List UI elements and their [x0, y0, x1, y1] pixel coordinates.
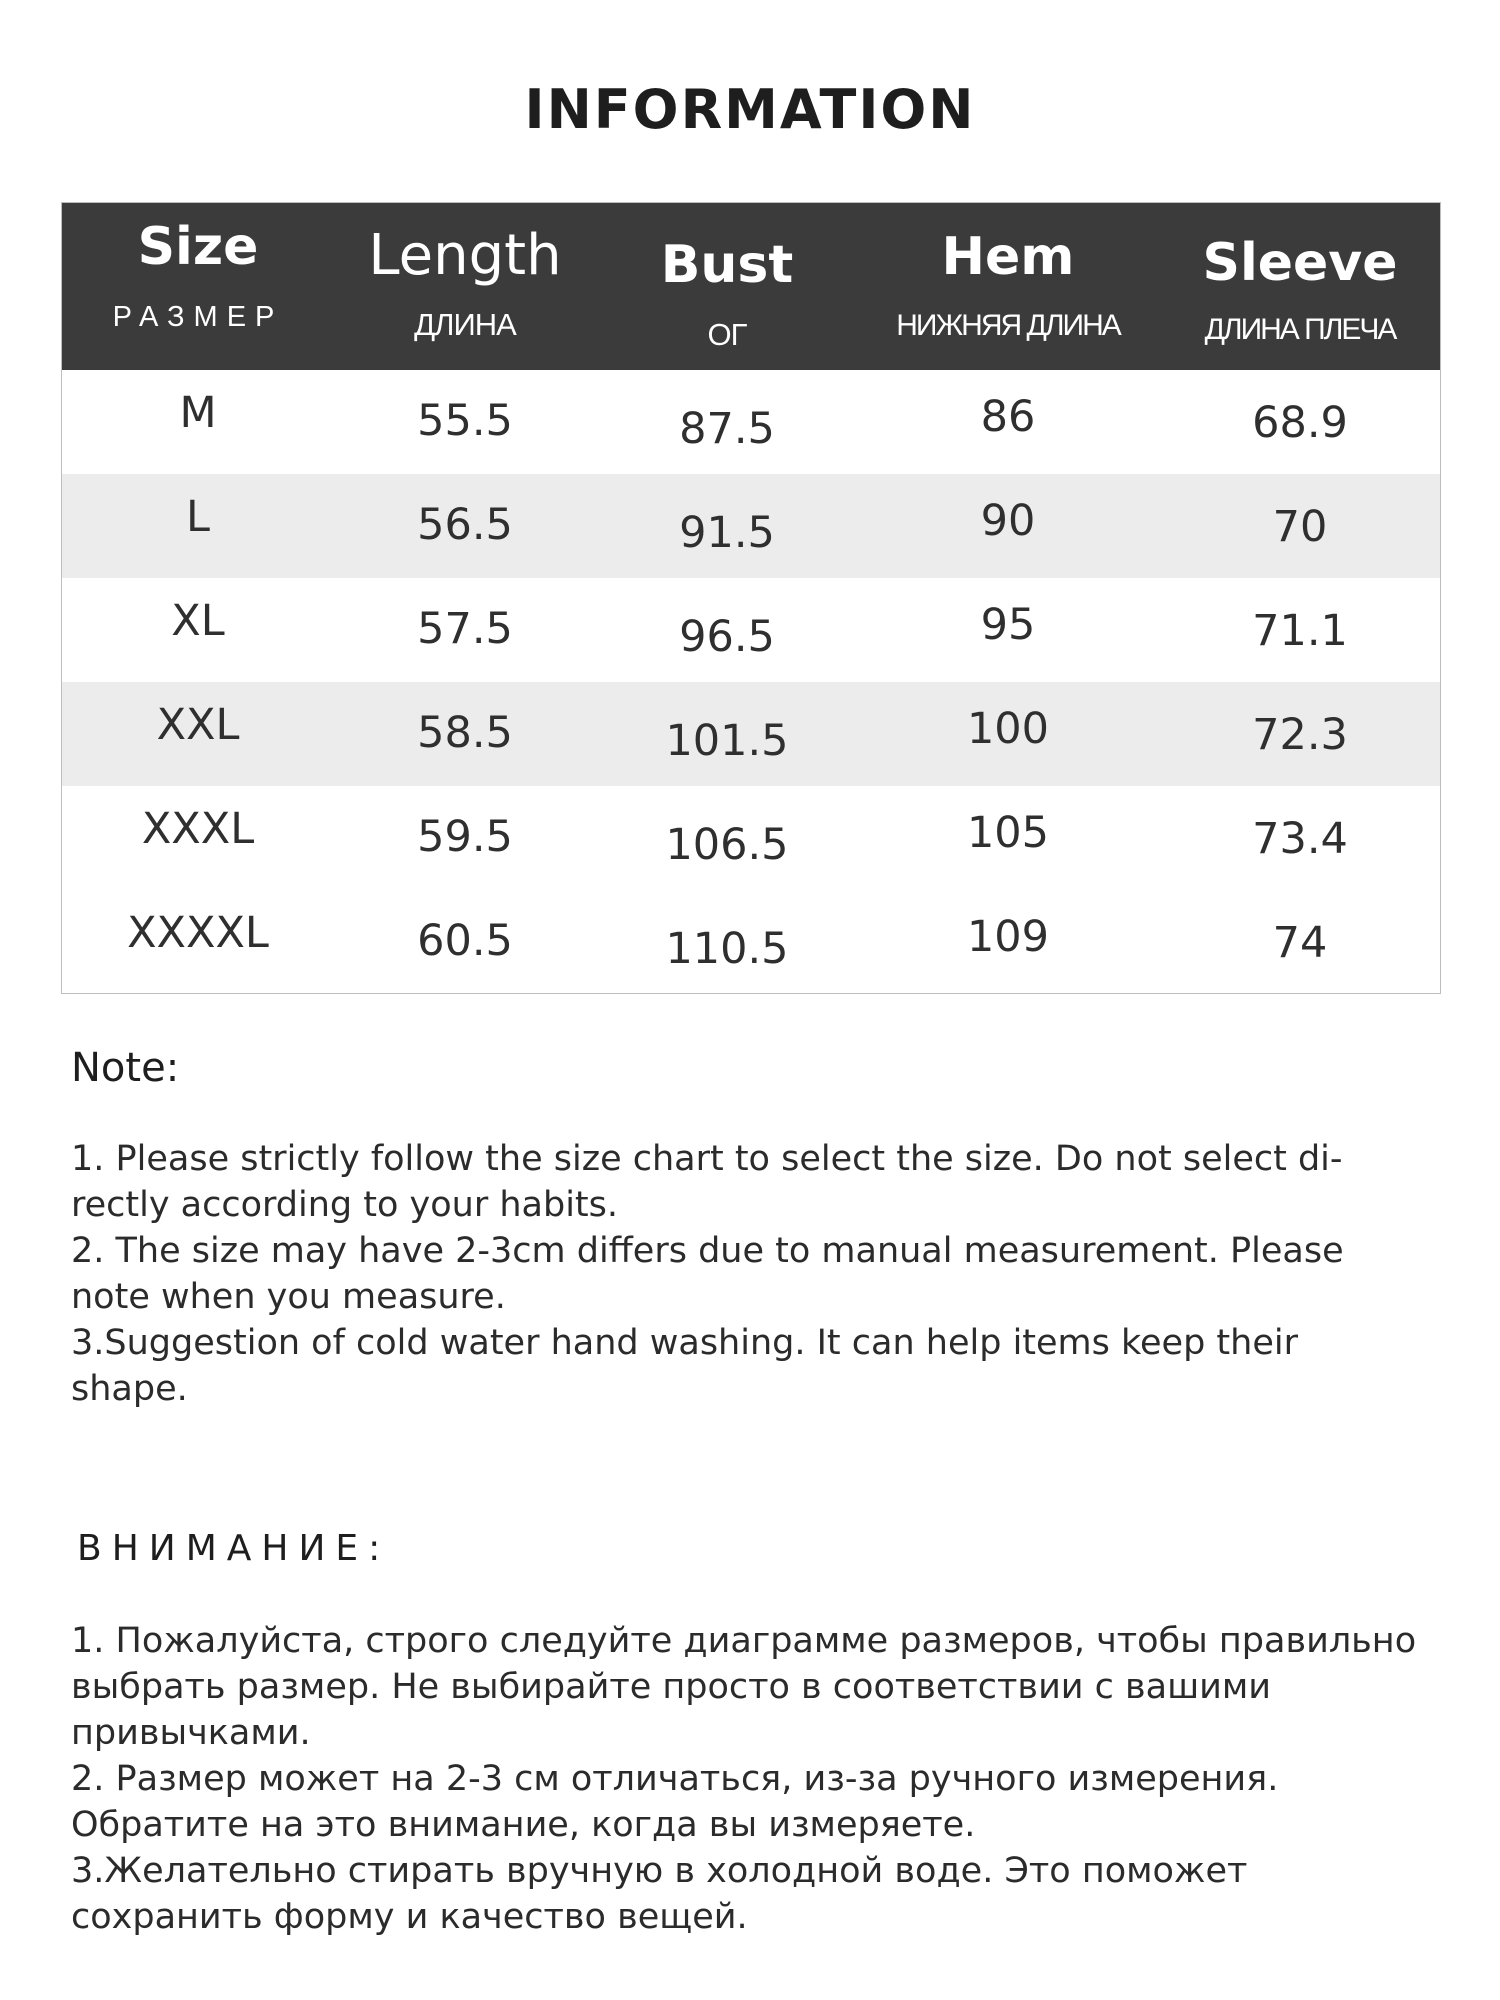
cell-size-value: L [186, 492, 210, 542]
russian-note-line: Обратите на это внимание, когда вы измеряете. [71, 1805, 976, 1845]
note-heading: Note: [71, 1045, 180, 1091]
cell-hem-value: 100 [966, 704, 1050, 754]
cell-length-value: 58.5 [417, 708, 513, 758]
table-header [62, 203, 1440, 370]
table-row [62, 682, 1440, 786]
table-row [62, 890, 1440, 994]
cell-length-value: 60.5 [417, 916, 513, 966]
cell-hem [858, 682, 1158, 786]
cell-bust [596, 682, 858, 786]
cell-hem [858, 890, 1158, 994]
cell-bust-value: 91.5 [679, 508, 775, 558]
cell-length-value: 57.5 [417, 604, 513, 654]
russian-note-line: 3.Желательно стирать вручную в холодной воде. Это поможет [71, 1851, 1248, 1891]
header-bust-en: Bust [660, 235, 794, 295]
cell-bust [596, 474, 858, 578]
cell-sleeve-value: 72.3 [1252, 710, 1348, 760]
page-title: INFORMATION [524, 78, 976, 141]
header-bust [596, 203, 858, 370]
cell-sleeve [1158, 890, 1442, 994]
cell-size-value: XXXXL [127, 908, 269, 958]
cell-size [62, 474, 334, 578]
cell-hem [858, 786, 1158, 890]
table-row [62, 786, 1440, 890]
cell-size-value: XL [171, 596, 225, 646]
note-text [71, 1136, 1451, 1412]
header-bust-ru: ОГ [707, 317, 747, 352]
cell-bust [596, 890, 858, 994]
note-line: note when you measure. [71, 1277, 506, 1317]
cell-size [62, 578, 334, 682]
russian-note-line: выбрать размер. Не выбирайте просто в соответствии с вашими [71, 1667, 1272, 1707]
cell-length [334, 890, 596, 994]
russian-note-line: сохранить форму и качество вещей. [71, 1897, 748, 1937]
cell-size-value: XXL [156, 700, 240, 750]
cell-size [62, 890, 334, 994]
cell-size-value: XXXL [141, 804, 255, 854]
header-length-ru: ДЛИНА [414, 307, 516, 342]
cell-bust [596, 578, 858, 682]
cell-sleeve [1158, 370, 1442, 474]
header-hem-ru: НИЖНЯЯ ДЛИНА [896, 309, 1120, 342]
cell-sleeve-value: 73.4 [1252, 814, 1348, 864]
cell-length-value: 59.5 [417, 812, 513, 862]
header-length-en: Length [368, 223, 562, 288]
cell-sleeve-value: 74 [1272, 918, 1328, 968]
header-size-en: Size [137, 217, 259, 277]
header-hem-en: Hem [941, 227, 1075, 287]
cell-bust-value: 96.5 [679, 612, 775, 662]
header-size [62, 203, 334, 370]
russian-note-line: привычками. [71, 1713, 311, 1753]
cell-length [334, 370, 596, 474]
note-line: rectly according to your habits. [71, 1185, 619, 1225]
cell-hem-value: 109 [966, 912, 1050, 962]
cell-bust [596, 370, 858, 474]
cell-sleeve [1158, 578, 1442, 682]
russian-note-heading: ВНИМАНИЕ: [77, 1528, 391, 1569]
cell-hem-value: 105 [966, 808, 1050, 858]
header-sleeve-ru: ДЛИНА ПЛЕЧА [1204, 313, 1396, 346]
cell-bust-value: 101.5 [665, 716, 789, 766]
cell-hem [858, 370, 1158, 474]
note-line: shape. [71, 1369, 188, 1409]
cell-length [334, 786, 596, 890]
cell-sleeve-value: 70 [1272, 502, 1328, 552]
cell-sleeve [1158, 474, 1442, 578]
cell-sleeve-value: 71.1 [1252, 606, 1348, 656]
cell-hem-value: 95 [980, 600, 1036, 650]
note-line: 2. The size may have 2-3cm differs due to manual measurement. Please [71, 1231, 1344, 1271]
cell-length-value: 56.5 [417, 500, 513, 550]
cell-size-value: M [179, 388, 217, 438]
russian-note-line: 2. Размер может на 2-3 см отличаться, из-за ручного измерения. [71, 1759, 1279, 1799]
cell-sleeve-value: 68.9 [1252, 398, 1348, 448]
cell-size [62, 786, 334, 890]
cell-hem-value: 86 [980, 392, 1036, 442]
cell-length-value: 55.5 [417, 396, 513, 446]
cell-bust [596, 786, 858, 890]
header-sleeve [1158, 203, 1442, 370]
header-sleeve-en: Sleeve [1202, 233, 1398, 293]
cell-bust-value: 106.5 [665, 820, 789, 870]
cell-sleeve [1158, 682, 1442, 786]
size-chart-table [61, 202, 1441, 994]
table-row [62, 474, 1440, 578]
cell-hem [858, 474, 1158, 578]
russian-note-line: 1. Пожалуйста, строго следуйте диаграмме размеров, чтобы правильно [71, 1621, 1417, 1661]
cell-hem-value: 90 [980, 496, 1036, 546]
cell-bust-value: 110.5 [665, 924, 789, 974]
note-line: 3.Suggestion of cold water hand washing. It can help items keep their [71, 1323, 1298, 1363]
cell-bust-value: 87.5 [679, 404, 775, 454]
header-length [334, 203, 596, 370]
header-size-ru: РАЗМЕР [112, 301, 284, 333]
table-row [62, 578, 1440, 682]
cell-length [334, 682, 596, 786]
russian-note-text [71, 1618, 1451, 1940]
cell-length [334, 578, 596, 682]
table-row [62, 370, 1440, 474]
note-line: 1. Please strictly follow the size chart to select the size. Do not select di- [71, 1139, 1343, 1179]
cell-size [62, 370, 334, 474]
cell-size [62, 682, 334, 786]
cell-length [334, 474, 596, 578]
cell-sleeve [1158, 786, 1442, 890]
cell-hem [858, 578, 1158, 682]
header-hem [858, 203, 1158, 370]
